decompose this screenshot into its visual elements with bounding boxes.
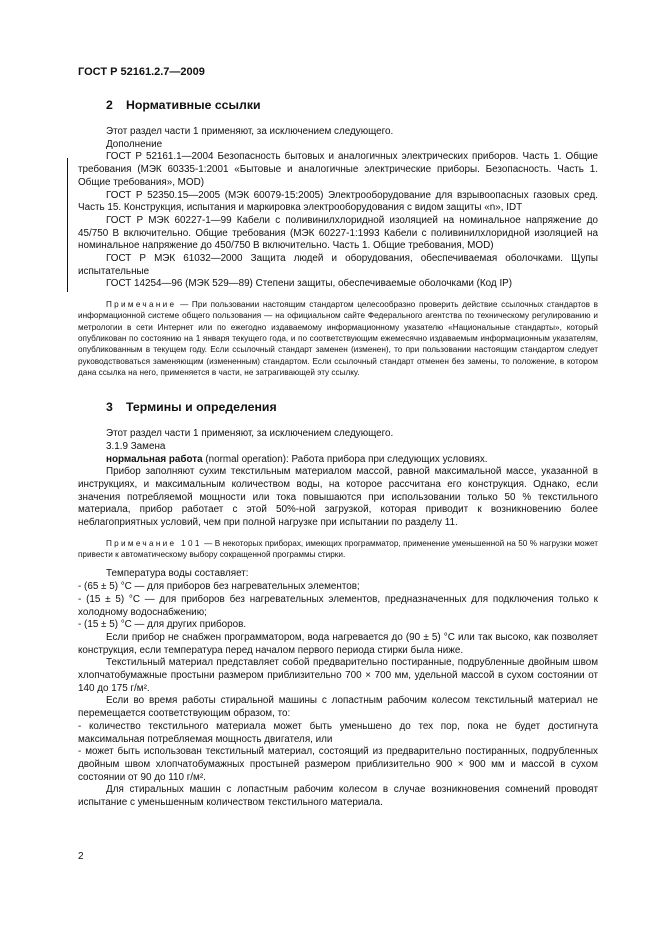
paragraph-doubt: Для стиральных машин с лопастным рабочим колесом в случае возникновения сомнений проводят испытание с уменьшенным количеством текстильного материала. xyxy=(78,784,598,809)
section-3-title: Термины и определения xyxy=(126,400,277,415)
term-definition xyxy=(78,454,598,467)
water-temp-item-2: - (15 ± 5) °С — для приборов без нагревательных элементов, предназначенных для подключения только к холодному водоснабжению; xyxy=(78,593,598,618)
reference-2: ГОСТ Р 52350.15—2005 (МЭК 60079-15:2005) Электрооборудование для взрывоопасных газовых сред. Часть 15. Конструкция, испытания и маркировка электрооборудования с видом защиты «n», IDT xyxy=(78,189,598,214)
paragraph-load: Прибор заполняют сухим текстильным материалом массой, равной максимальной массе, указанной в инструкциях, и максимальным количеством воды, на которое рассчитана его конструкция. Однако, если значения потребляемой мощности или тока повышаются при использовании только 50 % текстильного материала, прибор работает с этой 50%-ной загрузкой, которая приводит к возникновению более неблагоприятных условий, чем при полной нагрузке при испытании по разделу 11. xyxy=(78,466,598,529)
term-description: (normal operation): Работа прибора при следующих условиях. xyxy=(202,453,488,465)
change-bar xyxy=(67,158,68,292)
section-2-heading xyxy=(78,98,598,112)
reference-4: ГОСТ Р МЭК 61032—2000 Защита людей и оборудования, обеспечиваемая оболочками. Щупы испытательные xyxy=(78,253,598,277)
water-temp-item-3: - (15 ± 5) °С — для других приборов. xyxy=(78,619,247,631)
page-number: 2 xyxy=(78,851,84,862)
reference-3: ГОСТ Р МЭК 60227-1—99 Кабели с поливинилхлоридной изоляцией на номинальное напряжение до 45/750 В включительно. Общие требования (МЭК 60227-1:1993 Кабели с поливинилхлоридной изоляцией на номинальное напряжение до 450/750 В включительно. Часть 1. Общие требования, MOD) xyxy=(78,214,598,252)
impeller-item-2: - может быть использован текстильный материал, состоящий из предварительно постиранных, подрубленных двойным швом хлопчатобумажных простыней размером приблизительно 900 × 900 мм и массой в сухом состоянии от 90 до 110 г/м². xyxy=(78,746,598,783)
section-2-title: Нормативные ссылки xyxy=(126,98,261,112)
note-101-text: — В некоторых приборах, имеющих программатор, применение уменьшенной на 50 % нагрузки может привести к автоматическому выбору сокращенной программы стирки. xyxy=(78,538,598,560)
impeller-item-1: - количество текстильного материала может быть уменьшено до тех пор, пока не будет достигнута максимальная потребляемая мощность двигателя, или xyxy=(78,720,598,745)
document-header: ГОСТ Р 52161.2.7—2009 xyxy=(78,66,205,78)
reference-5: ГОСТ 14254—96 (МЭК 529—89) Степени защиты, обеспечиваемые оболочками (Код IP) xyxy=(106,278,513,290)
section-3-heading xyxy=(78,400,598,414)
subsection-3-1-9: 3.1.9 Замена xyxy=(106,440,166,452)
note-101-label: Примечание 101 xyxy=(106,538,202,548)
section-2-intro: Этот раздел части 1 применяют, за исключением следующего. xyxy=(106,126,394,137)
note-text: — При пользовании настоящим стандартом целесообразно проверить действие ссылочных стандартов в информационной системе общего пользования — на официальном сайте Федерального агентства по техническому регулированию и метрологии в сети Интернет или по ежегодно издаваемому информационному указателю «Национальные стандарты», который опубликован по состоянию на 1 января текущего года, и по соответствующим ежемесячно издаваемым информационным указателям, опубликованным в текущем году. Если ссылочный стандарт заменен (изменен), то при пользовании настоящим стандартом следует руководствоваться заменяющим (измененным) стандартом. Если ссылочный стандарт отменен без замены, то положение, в котором дана ссылка на него, применяется в части, не затрагивающей эту ссылку. xyxy=(78,300,598,377)
section-3-intro: Этот раздел части 1 применяют, за исключением следующего. xyxy=(106,428,394,440)
addition-label: Дополнение xyxy=(106,138,163,150)
water-temp-item-1: - (65 ± 5) °С — для приборов без нагревательных элементов; xyxy=(78,581,360,593)
document-body xyxy=(78,98,598,810)
paragraph-impeller: Если во время работы стиральной машины с лопастным рабочим колесом текстильный материал не перемещается соответствующим образом, то: xyxy=(78,695,598,720)
water-temp-intro: Температура воды составляет: xyxy=(106,568,249,580)
section-2-number: 2 xyxy=(106,98,113,112)
term-name: нормальная работа xyxy=(106,453,203,465)
note-101 xyxy=(78,538,598,561)
reference-1: ГОСТ Р 52161.1—2004 Безопасность бытовых и аналогичных электрических приборов. Часть 1. Общие требования (МЭК 60335-1:2001 «Бытовые и аналогичные электрические приборы. Безопасность. Часть 1. Общие требования», MOD) xyxy=(78,151,598,188)
section-2-note xyxy=(78,299,598,378)
note-label: Примечание xyxy=(106,300,177,310)
section-3-number: 3 xyxy=(106,400,113,415)
paragraph-programmer: Если прибор не снабжен программатором, вода нагревается до (90 ± 5) °С или так высоко, как позволяет конструкция, если температура перед началом первого периода стирки была ниже. xyxy=(78,631,598,656)
paragraph-textile: Текстильный материал представляет собой предварительно постиранные, подрубленные двойным швом хлопчатобумажные простыни размером приблизительно 700 × 700 мм, удельной массой в сухом состоянии от 140 до 175 г/м². xyxy=(78,657,598,694)
